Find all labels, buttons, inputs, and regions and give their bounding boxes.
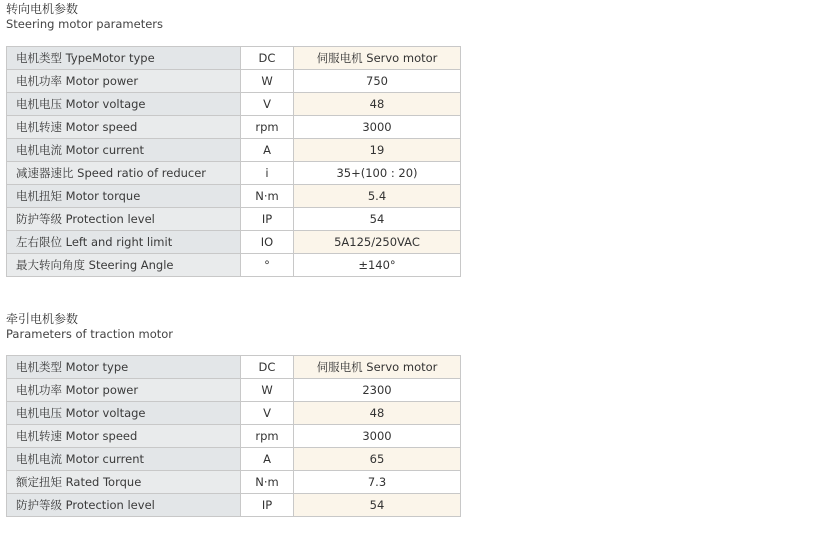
param-unit: IP <box>241 208 294 231</box>
table-row <box>7 254 461 277</box>
param-unit: IP <box>241 494 294 517</box>
param-unit: W <box>241 379 294 402</box>
param-label: 电机转速 Motor speed <box>7 425 241 448</box>
param-unit: A <box>241 448 294 471</box>
steering-title-en: Steering motor parameters <box>6 17 163 31</box>
table-row <box>7 402 461 425</box>
param-unit: N·m <box>241 471 294 494</box>
table-row <box>7 425 461 448</box>
table-row <box>7 93 461 116</box>
param-unit: DC <box>241 356 294 379</box>
param-label: 左右限位 Left and right limit <box>7 231 241 254</box>
table-row <box>7 356 461 379</box>
param-label: 电机功率 Motor power <box>7 70 241 93</box>
param-label: 最大转向角度 Steering Angle <box>7 254 241 277</box>
table-row <box>7 448 461 471</box>
traction-section-title <box>6 312 173 341</box>
param-value: 伺服电机 Servo motor <box>294 47 461 70</box>
param-label: 电机功率 Motor power <box>7 379 241 402</box>
table-row <box>7 231 461 254</box>
param-value: 5A125/250VAC <box>294 231 461 254</box>
param-value: 3000 <box>294 425 461 448</box>
param-label: 电机扭矩 Motor torque <box>7 185 241 208</box>
param-label: 防护等级 Protection level <box>7 494 241 517</box>
steering-params-table <box>6 46 461 277</box>
table-row <box>7 70 461 93</box>
param-label: 电机电流 Motor current <box>7 448 241 471</box>
table-row <box>7 116 461 139</box>
param-label: 电机类型 Motor type <box>7 356 241 379</box>
param-unit: rpm <box>241 116 294 139</box>
param-unit: ° <box>241 254 294 277</box>
param-unit: rpm <box>241 425 294 448</box>
param-label: 电机类型 TypeMotor type <box>7 47 241 70</box>
param-value: 2300 <box>294 379 461 402</box>
traction-params-table <box>6 355 461 517</box>
param-value: 48 <box>294 93 461 116</box>
param-unit: IO <box>241 231 294 254</box>
param-unit: i <box>241 162 294 185</box>
param-label: 电机电流 Motor current <box>7 139 241 162</box>
param-unit: W <box>241 70 294 93</box>
param-label: 防护等级 Protection level <box>7 208 241 231</box>
param-value: 54 <box>294 208 461 231</box>
param-value: 5.4 <box>294 185 461 208</box>
param-value: 54 <box>294 494 461 517</box>
param-value: 750 <box>294 70 461 93</box>
param-value: 伺服电机 Servo motor <box>294 356 461 379</box>
table-row <box>7 208 461 231</box>
param-unit: A <box>241 139 294 162</box>
traction-title-en: Parameters of traction motor <box>6 327 174 341</box>
table-row <box>7 162 461 185</box>
table-row <box>7 185 461 208</box>
param-value: 35+(100 : 20) <box>294 162 461 185</box>
table-row <box>7 47 461 70</box>
table-row <box>7 494 461 517</box>
param-value: 48 <box>294 402 461 425</box>
param-value: 65 <box>294 448 461 471</box>
traction-title-zh: 牵引电机参数 <box>6 312 79 326</box>
param-label: 减速器速比 Speed ratio of reducer <box>7 162 241 185</box>
param-value: 19 <box>294 139 461 162</box>
param-label: 电机转速 Motor speed <box>7 116 241 139</box>
param-unit: N·m <box>241 185 294 208</box>
table-row <box>7 139 461 162</box>
param-label: 电机电压 Motor voltage <box>7 93 241 116</box>
param-unit: V <box>241 93 294 116</box>
param-unit: V <box>241 402 294 425</box>
steering-title-zh: 转向电机参数 <box>6 2 79 16</box>
param-label: 电机电压 Motor voltage <box>7 402 241 425</box>
param-value: 3000 <box>294 116 461 139</box>
table-row <box>7 379 461 402</box>
param-label: 额定扭矩 Rated Torque <box>7 471 241 494</box>
param-unit: DC <box>241 47 294 70</box>
param-value: ±140° <box>294 254 461 277</box>
param-value: 7.3 <box>294 471 461 494</box>
table-row <box>7 471 461 494</box>
steering-section-title <box>6 2 163 31</box>
